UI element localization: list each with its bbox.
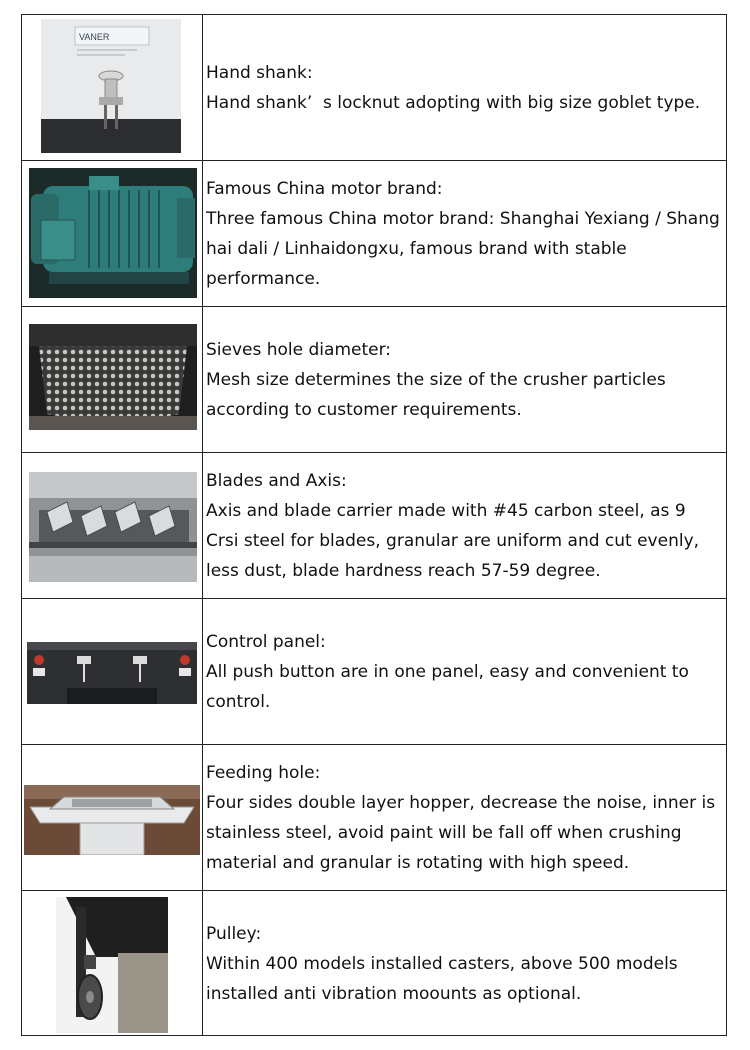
table-row <box>22 891 726 1036</box>
table-row <box>22 745 726 891</box>
image-cell <box>22 15 203 160</box>
feeding-hole-photo <box>24 785 200 855</box>
feature-title: Pulley: <box>206 923 262 944</box>
feature-description: Four sides double layer hopper, decrease the noise, inner is stainless steel, avoid paint will be fall off when crushing material and granular is rotating with high speed. <box>206 792 716 873</box>
feature-title: Feeding hole: <box>206 762 321 783</box>
image-cell <box>22 891 203 1036</box>
control-panel-photo <box>27 642 197 704</box>
text-cell <box>206 161 720 306</box>
table-row <box>22 453 726 599</box>
table-row <box>22 307 726 453</box>
motor-photo <box>29 168 197 298</box>
feature-title: Hand shank: <box>206 62 313 83</box>
image-cell <box>22 745 203 890</box>
feature-title: Famous China motor brand: <box>206 178 443 199</box>
text-cell <box>206 745 720 890</box>
text-cell <box>206 307 720 452</box>
feature-title: Control panel: <box>206 631 326 652</box>
feature-description: Axis and blade carrier made with #45 carbon steel, as 9 Crsi steel for blades, granular are uniform and cut evenly, less dust, blade hardness reach 57-59 degree. <box>206 500 700 581</box>
table-row <box>22 599 726 745</box>
brand-logo: VANER <box>79 32 110 42</box>
text-cell <box>206 453 720 598</box>
feature-title: Sieves hole diameter: <box>206 339 392 360</box>
image-cell <box>22 161 203 306</box>
image-cell <box>22 453 203 598</box>
feature-title: Blades and Axis: <box>206 470 347 491</box>
feature-description: Mesh size determines the size of the crusher particles according to customer requirements. <box>206 369 666 420</box>
table-row <box>22 161 726 307</box>
text-cell <box>206 599 720 744</box>
hand-shank-photo <box>41 19 181 153</box>
blades-photo <box>29 472 197 582</box>
pulley-photo <box>56 897 168 1033</box>
feature-description: Hand shank’ s locknut adopting with big size goblet type. <box>206 92 701 113</box>
text-cell <box>206 15 720 160</box>
feature-description: Three famous China motor brand: Shanghai Yexiang / Shang hai dali / Linhaidongxu, famous brand with stable performance. <box>206 208 720 289</box>
feature-description: All push button are in one panel, easy and convenient to control. <box>206 661 689 712</box>
table-row <box>22 15 726 161</box>
sieve-photo <box>29 324 197 430</box>
feature-description: Within 400 models installed casters, above 500 models installed anti vibration moounts as optional. <box>206 953 678 1004</box>
image-cell <box>22 599 203 744</box>
image-cell <box>22 307 203 452</box>
text-cell <box>206 891 720 1036</box>
feature-table <box>21 14 727 1036</box>
